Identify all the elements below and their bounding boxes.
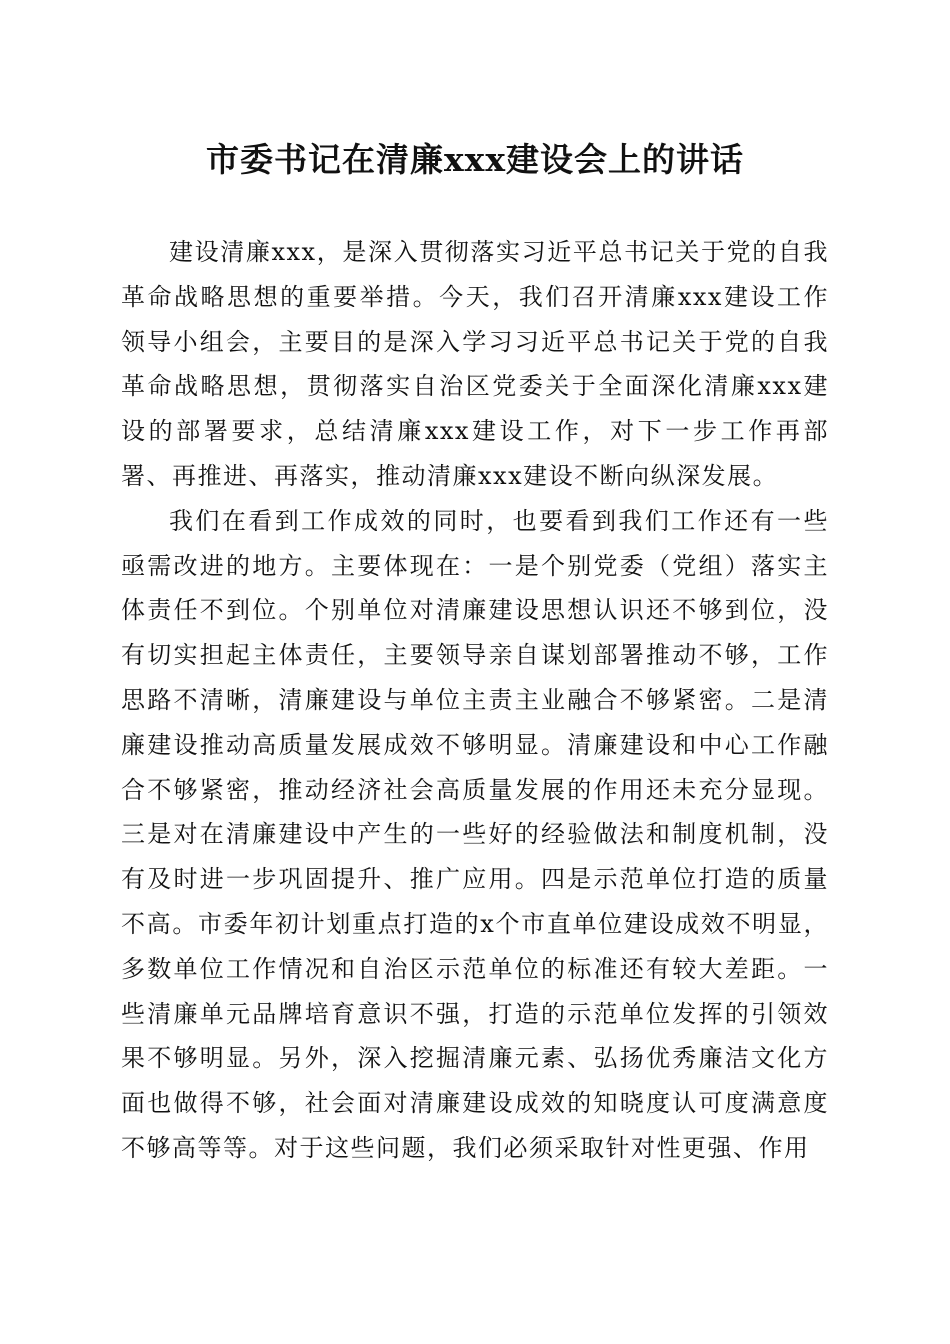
document-body [121,230,829,1171]
paragraph-problems: 我们在看到工作成效的同时，也要看到我们工作还有一些亟需改进的地方。主要体现在：一是个别党委（党组）落实主体责任不到位。个别单位对清廉建设思想认识还不够到位，没有切实担起主体责任，主要领导亲自谋划部署推动不够，工作思路不清晰，清廉建设与单位主责主业融合不够紧密。二是清廉建设推动高质量发展成效不够明显。清廉建设和中心工作融合不够紧密，推动经济社会高质量发展的作用还未充分显现。三是对在清廉建设中产生的一些好的经验做法和制度机制，没有及时进一步巩固提升、推广应用。四是示范单位打造的质量不高。市委年初计划重点打造的x个市直单位建设成效不明显，多数单位工作情况和自治区示范单位的标准还有较大差距。一些清廉单元品牌培育意识不强，打造的示范单位发挥的引领效果不够明显。另外，深入挖掘清廉元素、弘扬优秀廉洁文化方面也做得不够，社会面对清廉建设成效的知晓度认可度满意度不够高等等。对于这些问题，我们必须采取针对性更强、作用 [121,506,829,1162]
paragraph-introduction: 建设清廉xxx，是深入贯彻落实习近平总书记关于党的自我革命战略思想的重要举措。今天，我们召开清廉xxx建设工作领导小组会，主要目的是深入学习习近平总书记关于党的自我革命战略思想，贯彻落实自治区党委关于全面深化清廉xxx建设的部署要求，总结清廉xxx建设工作，对下一步工作再部署、再推进、再落实，推动清廉xxx建设不断向纵深发展。 [121,238,829,490]
document-title: 市委书记在清廉xxx建设会上的讲话 [205,140,745,179]
